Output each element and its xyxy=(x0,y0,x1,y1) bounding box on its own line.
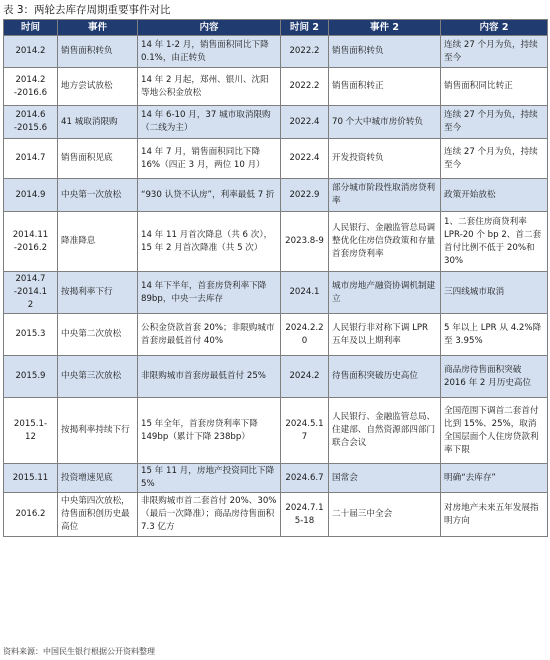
table-row xyxy=(4,179,548,212)
cell-content-2: 连续 27 个月为负，持续至今 xyxy=(441,106,548,139)
cell-content: 14 年 1-2 月，销售面积同比下降 0.1%，由正转负 xyxy=(138,36,281,68)
cell-event-2: 国常会 xyxy=(329,464,441,493)
cell-time: 2014.11 -2016.2 xyxy=(4,212,58,272)
cell-time: 2014.7 xyxy=(4,139,58,179)
table-row xyxy=(4,356,548,398)
cell-time: 2014.2 xyxy=(4,36,58,68)
event-comparison-table xyxy=(3,19,548,537)
cell-time: 2015.11 xyxy=(4,464,58,493)
cell-time: 2014.6 -2015.6 xyxy=(4,106,58,139)
cell-event: 中央第二次放松 xyxy=(58,314,138,356)
source-note: 资料来源：中国民生银行根据公开资料整理 xyxy=(3,647,155,656)
cell-event: 中央第三次放松 xyxy=(58,356,138,398)
cell-event-2: 销售面积转负 xyxy=(329,36,441,68)
cell-time-2: 2024.1 xyxy=(281,272,329,314)
cell-event: 销售面积转负 xyxy=(58,36,138,68)
cell-event: 销售面积见底 xyxy=(58,139,138,179)
cell-content: 14 年 7 月，销售面积同比下降 16%（四正 3 月，两位 10 月） xyxy=(138,139,281,179)
cell-content-2: 明确“去库存” xyxy=(441,464,548,493)
cell-content: 非限购城市首二套首付 20%、30%（最后一次降准）；商品房待售面积 7.3 亿方 xyxy=(138,493,281,537)
table-body xyxy=(4,36,548,537)
cell-time-2: 2023.8-9 xyxy=(281,212,329,272)
cell-event: 中央第一次放松 xyxy=(58,179,138,212)
cell-event-2: 人民银行、金融监管总局调整优化住房信贷政策和存量首套房贷利率 xyxy=(329,212,441,272)
cell-content: 14 年 6-10 月，37 城市取消限购（二线为主） xyxy=(138,106,281,139)
cell-event: 41 城取消限购 xyxy=(58,106,138,139)
cell-content-2: 连续 27 个月为负，持续至今 xyxy=(441,36,548,68)
table-row xyxy=(4,314,548,356)
cell-content-2: 商品房待售面积突破 2016 年 2 月历史高位 xyxy=(441,356,548,398)
cell-time-2: 2024.2 xyxy=(281,356,329,398)
header-time: 时间 xyxy=(4,20,58,36)
table-title: 表 3：两轮去库存周期重要事件对比 xyxy=(3,4,171,16)
table-row xyxy=(4,139,548,179)
cell-event: 降准降息 xyxy=(58,212,138,272)
cell-time: 2014.7 -2014.1 2 xyxy=(4,272,58,314)
cell-content-2: 全国范围下调首二套首付比到 15%、25%，取消全国层面个人住房贷款利率下限 xyxy=(441,398,548,464)
cell-event-2: 部分城市阶段性取消房贷利率 xyxy=(329,179,441,212)
cell-time: 2015.9 xyxy=(4,356,58,398)
table-row xyxy=(4,212,548,272)
table-row xyxy=(4,68,548,106)
table-row xyxy=(4,272,548,314)
cell-event: 按揭利率下行 xyxy=(58,272,138,314)
cell-time: 2014.9 xyxy=(4,179,58,212)
cell-event-2: 开发投资转负 xyxy=(329,139,441,179)
header-content: 内容 xyxy=(138,20,281,36)
table-container xyxy=(3,19,547,537)
cell-content-2: 5 年以上 LPR 从 4.2%降至 3.95% xyxy=(441,314,548,356)
cell-event: 中央第四次放松，待售面积创历史最高位 xyxy=(58,493,138,537)
cell-time-2: 2024.7.1 5-18 xyxy=(281,493,329,537)
cell-time: 2015.3 xyxy=(4,314,58,356)
cell-time-2: 2022.4 xyxy=(281,106,329,139)
cell-content-2: 三四线城市取消 xyxy=(441,272,548,314)
cell-content-2: 销售面积同比转正 xyxy=(441,68,548,106)
cell-content-2: 连续 27 个月为负，持续至今 xyxy=(441,139,548,179)
cell-time-2: 2022.9 xyxy=(281,179,329,212)
cell-content: 15 年 11 月，房地产投资同比下降 5% xyxy=(138,464,281,493)
cell-event-2: 城市房地产融资协调机制建立 xyxy=(329,272,441,314)
cell-content: 15 年全年，首套房贷利率下降 149bp（累计下降 238bp） xyxy=(138,398,281,464)
cell-time-2: 2022.2 xyxy=(281,68,329,106)
table-row xyxy=(4,398,548,464)
cell-time: 2015.1- 12 xyxy=(4,398,58,464)
cell-time-2: 2024.5.1 7 xyxy=(281,398,329,464)
cell-content-2: 对房地产未来五年发展指明方向 xyxy=(441,493,548,537)
header-content-2: 内容 2 xyxy=(441,20,548,36)
cell-content-2: 政策开始放松 xyxy=(441,179,548,212)
cell-content: 14 年 11 月首次降息（共 6 次），15 年 2 月首次降准（共 5 次） xyxy=(138,212,281,272)
header-row xyxy=(4,20,548,36)
header-event-2: 事件 2 xyxy=(329,20,441,36)
cell-event: 按揭利率持续下行 xyxy=(58,398,138,464)
cell-event-2: 销售面积转正 xyxy=(329,68,441,106)
cell-time: 2014.2 -2016.6 xyxy=(4,68,58,106)
cell-event-2: 待售面积突破历史高位 xyxy=(329,356,441,398)
header-event: 事件 xyxy=(58,20,138,36)
cell-content: 公积金贷款首套 20%；非限购城市首套房最低首付 40% xyxy=(138,314,281,356)
cell-content: 14 年下半年，首套房贷利率下降 89bp，中央一去库存 xyxy=(138,272,281,314)
cell-time: 2016.2 xyxy=(4,493,58,537)
cell-content: “930 认贷不认房”，利率最低 7 折 xyxy=(138,179,281,212)
cell-event-2: 人民银行非对称下调 LPR 五年及以上期利率 xyxy=(329,314,441,356)
cell-time-2: 2022.2 xyxy=(281,36,329,68)
cell-event-2: 人民银行、金融监管总局、住建部、自然资源部四部门联合会议 xyxy=(329,398,441,464)
cell-time-2: 2022.4 xyxy=(281,139,329,179)
cell-event-2: 70 个大中城市房价转负 xyxy=(329,106,441,139)
cell-event-2: 二十届三中全会 xyxy=(329,493,441,537)
cell-event: 地方尝试放松 xyxy=(58,68,138,106)
table-row xyxy=(4,36,548,68)
table-row xyxy=(4,106,548,139)
cell-time-2: 2024.2.2 0 xyxy=(281,314,329,356)
cell-content-2: 1、二套住房商贷利率 LPR-20 个 bp 2、首二套首付比例不低于 20%和 30% xyxy=(441,212,548,272)
cell-time-2: 2024.6.7 xyxy=(281,464,329,493)
table-row xyxy=(4,464,548,493)
header-time-2: 时间 2 xyxy=(281,20,329,36)
cell-content: 非限购城市首套房最低首付 25% xyxy=(138,356,281,398)
cell-content: 14 年 2 月起，郑州、银川、沈阳等地公积金放松 xyxy=(138,68,281,106)
table-row xyxy=(4,493,548,537)
cell-event: 投资增速见底 xyxy=(58,464,138,493)
